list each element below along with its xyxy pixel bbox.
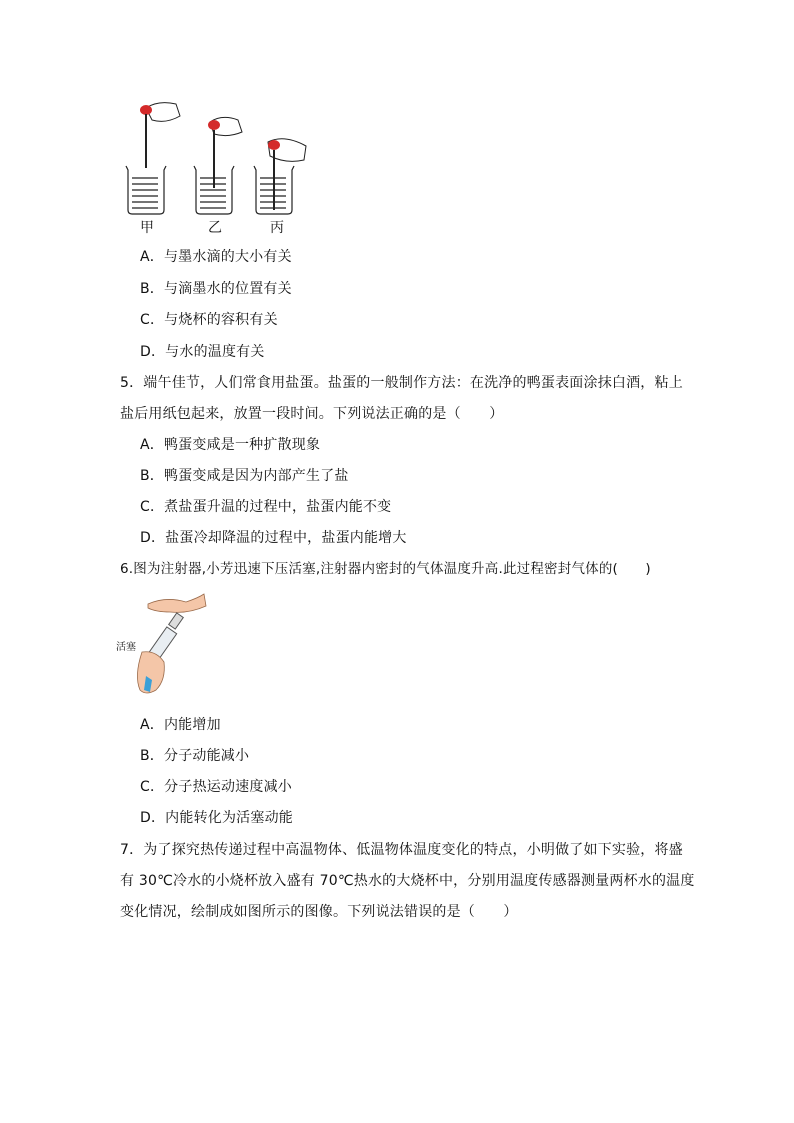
q4-option-a: A．与墨水滴的大小有关: [140, 249, 292, 265]
q6-option-d: D．内能转化为活塞动能: [140, 810, 293, 826]
q6-option-b: B．分子动能减小: [140, 748, 250, 764]
q6-option-a: A．内能增加: [140, 717, 221, 733]
syringe-figure: [116, 592, 216, 702]
bottom-hand: [137, 652, 164, 693]
q7-stem-line3: 变化情况，绘制成如图所示的图像。下列说法错误的是（ ）: [120, 904, 518, 920]
q5-option-c: C．煮盐蛋升温的过程中，盐蛋内能不变: [140, 499, 392, 515]
q7-stem-line2: 有 30℃冷水的小烧杯放入盛有 70℃热水的大烧杯中，分别用温度传感器测量两杯水的温度: [120, 873, 695, 889]
q6-option-c: C．分子热运动速度减小: [140, 779, 292, 795]
q4-option-d: D．与水的温度有关: [140, 344, 265, 360]
bulb-jia: [140, 105, 152, 115]
piston-label: 活塞: [116, 642, 136, 653]
q5-option-a: A．鸭蛋变咸是一种扩散现象: [140, 437, 321, 453]
q5-stem-line2: 盐后用纸包起来，放置一段时间。下列说法正确的是（ ）: [120, 406, 504, 422]
q4-option-c: C．与烧杯的容积有关: [140, 312, 278, 328]
label-jia: 甲: [140, 220, 154, 236]
q6-stem: 6.图为注射器,小芳迅速下压活塞,注射器内密封的气体温度升高.此过程密封气体的( ): [120, 561, 651, 577]
top-hand: [148, 594, 206, 612]
beakers-figure: [118, 98, 318, 238]
q5-option-b: B．鸭蛋变咸是因为内部产生了盐: [140, 468, 349, 484]
bulb-bing: [268, 140, 280, 150]
q7-stem-line1: 7．为了探究热传递过程中高温物体、低温物体温度变化的特点，小明做了如下实验，将盛: [120, 842, 683, 858]
q5-option-d: D．盐蛋冷却降温的过程中，盐蛋内能增大: [140, 530, 407, 546]
label-yi: 乙: [208, 220, 222, 236]
beaker-jia: [126, 166, 166, 214]
q4-option-b: B．与滴墨水的位置有关: [140, 281, 292, 297]
bulb-yi: [208, 120, 220, 130]
label-bing: 丙: [270, 220, 284, 236]
q5-stem-line1: 5．端午佳节，人们常食用盐蛋。盐蛋的一般制作方法：在洗净的鸭蛋表面涂抹白酒，粘上: [120, 375, 683, 391]
